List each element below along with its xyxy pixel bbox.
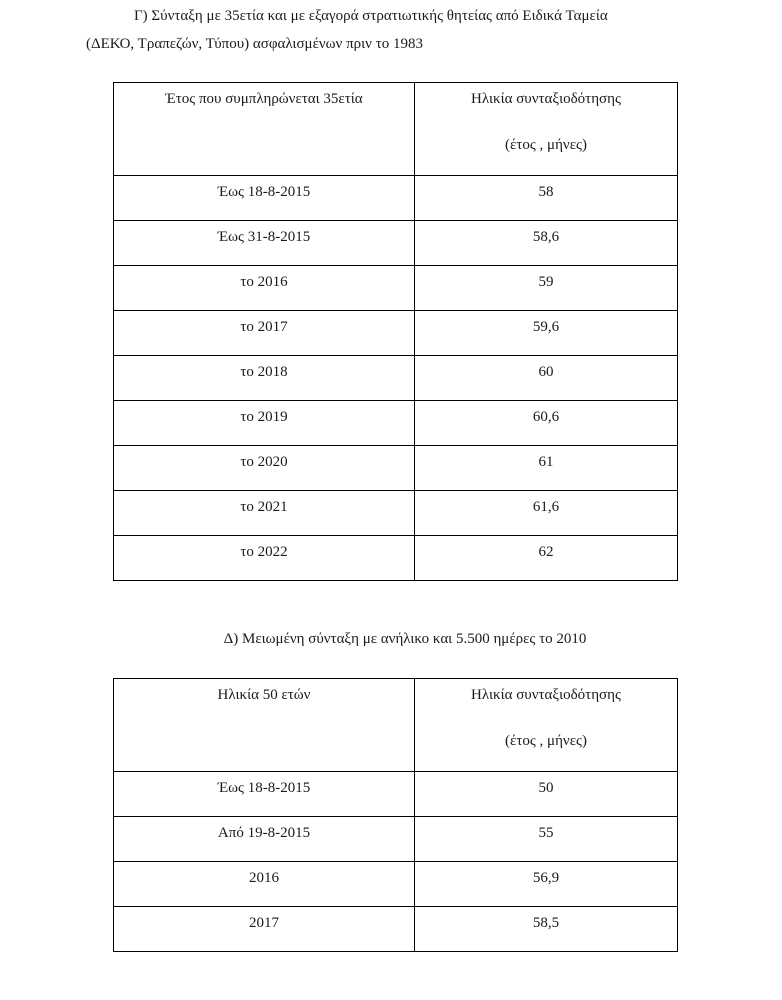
table-row <box>114 536 678 581</box>
header-retirement-age <box>415 679 678 772</box>
row-age-cell: 61 <box>415 446 678 491</box>
header-retirement-age-label: Ηλικία συνταξιοδότησης <box>471 91 621 107</box>
header-year-35: Έτος που συμπληρώνεται 35ετία <box>114 83 415 176</box>
table-row <box>114 817 678 862</box>
row-age-cell: 62 <box>415 536 678 581</box>
header-retirement-age-unit: (έτος , μήνες) <box>505 733 587 749</box>
intro-line-1: Γ) Σύνταξη με 35ετία και με εξαγορά στρατιωτικής θητείας από Ειδικά Ταμεία <box>134 8 608 24</box>
table-header-row <box>114 679 678 772</box>
row-age-cell: 50 <box>415 772 678 817</box>
row-year-cell: το 2019 <box>114 401 415 446</box>
header-retirement-age <box>415 83 678 176</box>
row-period-cell: 2017 <box>114 907 415 952</box>
table-row <box>114 311 678 356</box>
row-age-cell: 60 <box>415 356 678 401</box>
row-period-cell: Έως 18-8-2015 <box>114 772 415 817</box>
row-period-cell: Από 19-8-2015 <box>114 817 415 862</box>
retirement-table-minor-child <box>113 678 678 952</box>
row-age-cell: 61,6 <box>415 491 678 536</box>
row-year-cell: το 2018 <box>114 356 415 401</box>
table-header-row <box>114 83 678 176</box>
row-age-cell: 55 <box>415 817 678 862</box>
row-age-cell: 58,5 <box>415 907 678 952</box>
table-row <box>114 401 678 446</box>
header-retirement-age-unit: (έτος , μήνες) <box>505 137 587 153</box>
row-year-cell: το 2022 <box>114 536 415 581</box>
row-year-cell: το 2017 <box>114 311 415 356</box>
retirement-table-35-years <box>113 82 678 581</box>
header-age-50: Ηλικία 50 ετών <box>114 679 415 772</box>
row-age-cell: 56,9 <box>415 862 678 907</box>
row-age-cell: 59,6 <box>415 311 678 356</box>
row-period-cell: 2016 <box>114 862 415 907</box>
intro-paragraph <box>86 2 726 58</box>
intro-line-2: (ΔΕΚΟ, Τραπεζών, Τύπου) ασφαλισμένων πριν το 1983 <box>86 36 423 52</box>
row-year-cell: το 2020 <box>114 446 415 491</box>
table-row <box>114 176 678 221</box>
table-row <box>114 491 678 536</box>
table-row <box>114 772 678 817</box>
row-age-cell: 59 <box>415 266 678 311</box>
row-age-cell: 60,6 <box>415 401 678 446</box>
table-row <box>114 862 678 907</box>
row-year-cell: Έως 31-8-2015 <box>114 221 415 266</box>
table-row <box>114 446 678 491</box>
table-row <box>114 266 678 311</box>
row-year-cell: το 2016 <box>114 266 415 311</box>
header-retirement-age-label: Ηλικία συνταξιοδότησης <box>471 687 621 703</box>
table-row <box>114 907 678 952</box>
row-age-cell: 58,6 <box>415 221 678 266</box>
section-d-caption: Δ) Μειωμένη σύνταξη με ανήλικο και 5.500 ημέρες το 2010 <box>223 631 587 647</box>
row-age-cell: 58 <box>415 176 678 221</box>
row-year-cell: το 2021 <box>114 491 415 536</box>
table-row <box>114 221 678 266</box>
row-year-cell: Έως 18-8-2015 <box>114 176 415 221</box>
table-row <box>114 356 678 401</box>
